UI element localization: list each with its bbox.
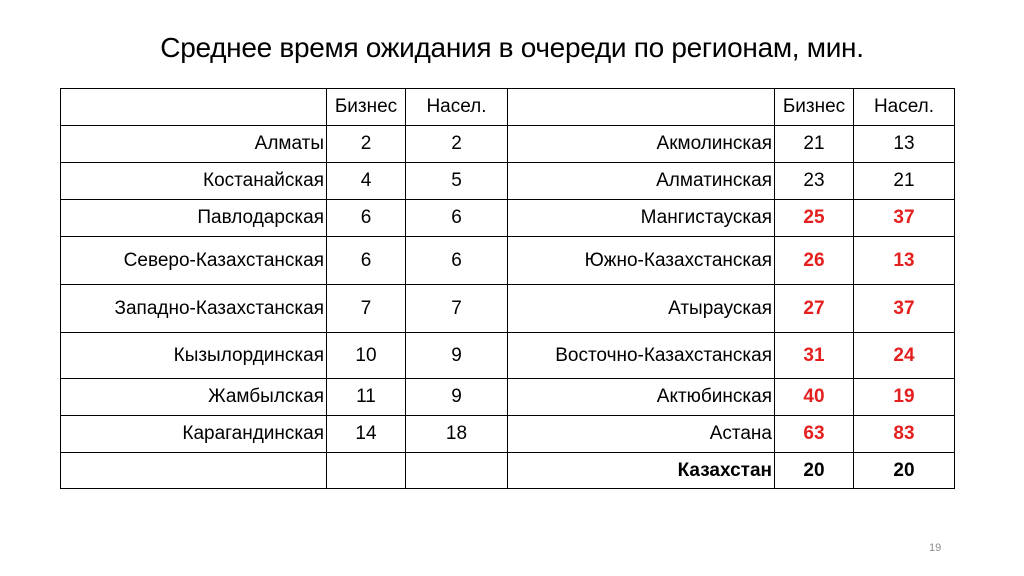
table-row <box>61 126 955 163</box>
left-business-value: 6 <box>327 200 406 237</box>
table-row <box>61 237 955 285</box>
right-business-value: 25 <box>775 200 854 237</box>
left-business-value: 4 <box>327 163 406 200</box>
table-row <box>61 416 955 453</box>
header-empty-cell-left <box>61 89 327 126</box>
right-region-name: Южно-Казахстанская <box>508 237 775 285</box>
right-region-name: Астана <box>508 416 775 453</box>
left-region-name: Павлодарская <box>61 200 327 237</box>
left-population-value: 9 <box>406 379 508 416</box>
header-population-right: Насел. <box>854 89 955 126</box>
table-row <box>61 379 955 416</box>
header-row <box>61 89 955 126</box>
right-population-value: 19 <box>854 379 955 416</box>
left-business-value: 7 <box>327 285 406 333</box>
right-region-name: Мангистауская <box>508 200 775 237</box>
header-business-left: Бизнес <box>327 89 406 126</box>
left-region-name: Карагандинская <box>61 416 327 453</box>
header-population-left: Насел. <box>406 89 508 126</box>
left-business-value: 2 <box>327 126 406 163</box>
right-business-value: 26 <box>775 237 854 285</box>
right-population-value: 13 <box>854 126 955 163</box>
right-business-value: 21 <box>775 126 854 163</box>
left-business-value: 10 <box>327 333 406 379</box>
left-population-value: 2 <box>406 126 508 163</box>
total-empty-cell <box>327 453 406 489</box>
right-population-value: 21 <box>854 163 955 200</box>
table-row <box>61 163 955 200</box>
right-region-name: Алматинская <box>508 163 775 200</box>
left-business-value: 14 <box>327 416 406 453</box>
right-region-name: Акмолинская <box>508 126 775 163</box>
left-population-value: 7 <box>406 285 508 333</box>
left-region-name: Алматы <box>61 126 327 163</box>
right-population-value: 24 <box>854 333 955 379</box>
left-population-value: 6 <box>406 237 508 285</box>
table-row <box>61 333 955 379</box>
page-number: 19 <box>929 542 942 554</box>
right-business-value: 40 <box>775 379 854 416</box>
left-region-name: Кызылординская <box>61 333 327 379</box>
right-population-value: 83 <box>854 416 955 453</box>
left-business-value: 6 <box>327 237 406 285</box>
header-business-right: Бизнес <box>775 89 854 126</box>
right-business-value: 63 <box>775 416 854 453</box>
right-business-value: 23 <box>775 163 854 200</box>
right-region-name: Актюбинская <box>508 379 775 416</box>
right-population-value: 37 <box>854 285 955 333</box>
wait-time-table <box>60 88 955 489</box>
left-population-value: 18 <box>406 416 508 453</box>
right-population-value: 13 <box>854 237 955 285</box>
left-region-name: Северо-Казахстанская <box>61 237 327 285</box>
total-population-value: 20 <box>854 453 955 489</box>
left-region-name: Костанайская <box>61 163 327 200</box>
table-row <box>61 200 955 237</box>
total-empty-cell <box>61 453 327 489</box>
left-business-value: 11 <box>327 379 406 416</box>
left-population-value: 5 <box>406 163 508 200</box>
left-population-value: 6 <box>406 200 508 237</box>
total-empty-cell <box>406 453 508 489</box>
table-row <box>61 285 955 333</box>
right-region-name: Восточно-Казахстанская <box>508 333 775 379</box>
total-row <box>61 453 955 489</box>
total-region-name: Казахстан <box>508 453 775 489</box>
right-business-value: 31 <box>775 333 854 379</box>
left-region-name: Западно-Казахстанская <box>61 285 327 333</box>
right-population-value: 37 <box>854 200 955 237</box>
header-empty-cell-right <box>508 89 775 126</box>
right-region-name: Атырауская <box>508 285 775 333</box>
right-business-value: 27 <box>775 285 854 333</box>
left-population-value: 9 <box>406 333 508 379</box>
left-region-name: Жамбылская <box>61 379 327 416</box>
total-business-value: 20 <box>775 453 854 489</box>
slide-title: Среднее время ожидания в очереди по регионам, мин. <box>160 32 864 63</box>
